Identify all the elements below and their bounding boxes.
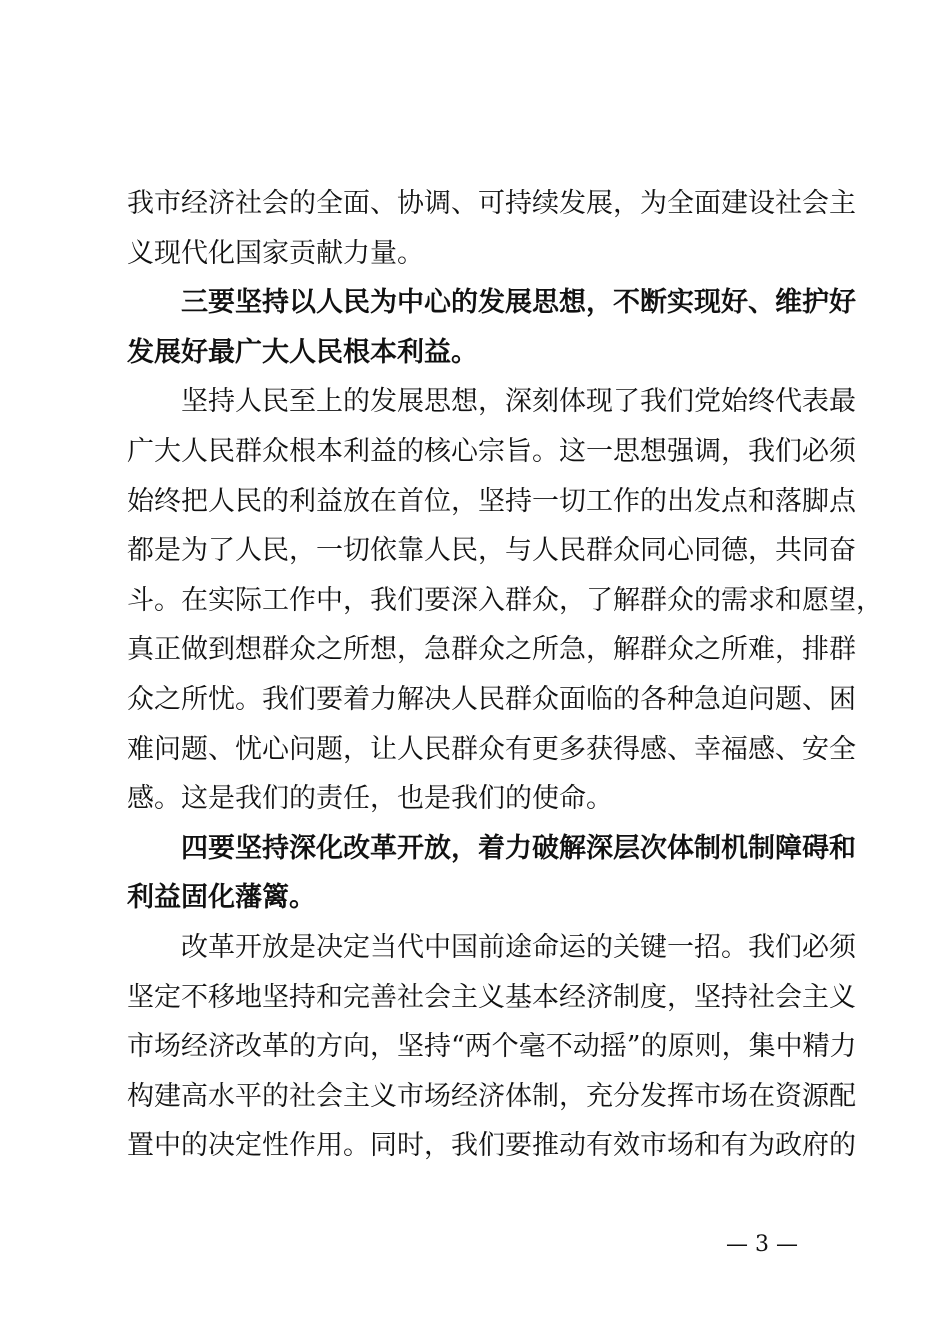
body-line: 众之所忧。我们要着力解决人民群众面临的各种急迫问题、困 bbox=[127, 683, 856, 715]
body-line: 改革开放是决定当代中国前途命运的关键一招。我们必须 bbox=[181, 931, 856, 963]
body-line: 真正做到想群众之所想，急群众之所急，解群众之所难，排群 bbox=[127, 634, 856, 666]
body-line: 始终把人民的利益放在首位，坚持一切工作的出发点和落脚点 bbox=[127, 485, 856, 517]
body-line: 构建高水平的社会主义市场经济体制，充分发挥市场在资源配 bbox=[127, 1080, 856, 1112]
section-heading-line: 发展好最广大人民根本利益。 bbox=[127, 336, 478, 368]
body-line: 感。这是我们的责任，也是我们的使命。 bbox=[127, 783, 613, 815]
body-line: 坚定不移地坚持和完善社会主义基本经济制度，坚持社会主义 bbox=[127, 981, 856, 1013]
body-line: 都是为了人民，一切依靠人民，与人民群众同心同德，共同奋 bbox=[127, 535, 856, 567]
body-line: 坚持人民至上的发展思想，深刻体现了我们党始终代表最 bbox=[181, 386, 856, 418]
section-heading-line: 四要坚持深化改革开放，着力破解深层次体制机制障碍和 bbox=[181, 832, 856, 864]
body-line: 我市经济社会的全面、协调、可持续发展，为全面建设社会主 bbox=[127, 188, 856, 219]
body-line: 市场经济改革的方向，坚持“两个毫不动摇”的原则，集中精力 bbox=[127, 1031, 857, 1063]
body-line: 斗。在实际工作中，我们要深入群众，了解群众的需求和愿望， bbox=[127, 584, 883, 616]
document-body bbox=[127, 179, 883, 1171]
section-heading-line: 利益固化藩篱。 bbox=[127, 882, 316, 914]
section-heading-line: 三要坚持以人民为中心的发展思想，不断实现好、维护好 bbox=[181, 287, 856, 319]
page-number: — 3 — bbox=[726, 1232, 798, 1257]
body-line: 广大人民群众根本利益的核心宗旨。这一思想强调，我们必须 bbox=[127, 435, 856, 467]
body-line: 置中的决定性作用。同时，我们要推动有效市场和有为政府的 bbox=[127, 1130, 856, 1162]
body-line: 难问题、忧心问题，让人民群众有更多获得感、幸福感、安全 bbox=[127, 733, 856, 765]
body-line: 义现代化国家贡献力量。 bbox=[127, 237, 424, 269]
